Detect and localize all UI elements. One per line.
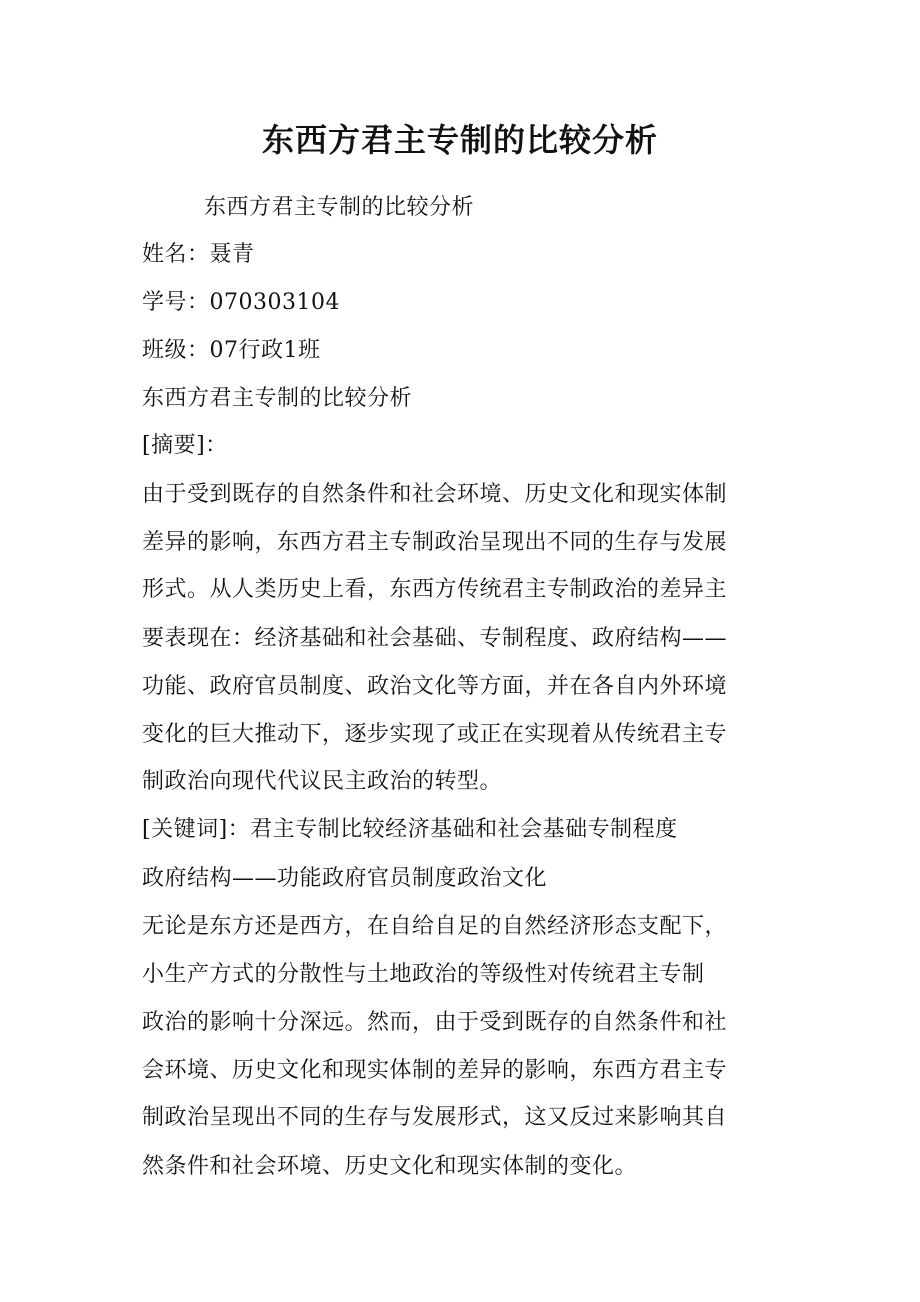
abstract-line: 由于受到既存的自然条件和社会环境、历史文化和现实体制 bbox=[142, 482, 728, 507]
abstract-line: 形式。从人类历史上看，东西方传统君主专制政治的差异主 bbox=[142, 577, 728, 602]
abstract-line: 差异的影响，东西方君主专制政治呈现出不同的生存与发展 bbox=[142, 530, 728, 555]
abstract-line: 功能、政府官员制度、政治文化等方面，并在各自内外环境 bbox=[142, 674, 728, 699]
class-line: 班级：07行政1班 bbox=[142, 338, 321, 363]
body-line: 政治的影响十分深远。然而，由于受到既存的自然条件和社 bbox=[142, 1010, 728, 1035]
author-name-line: 姓名：聂青 bbox=[142, 242, 255, 267]
document-subtitle: 东西方君主专制的比较分析 bbox=[204, 195, 475, 220]
body-line: 然条件和社会环境、历史文化和现实体制的变化。 bbox=[142, 1154, 638, 1179]
repeated-title-line: 东西方君主专制的比较分析 bbox=[142, 386, 413, 411]
abstract-label: [摘要]： bbox=[142, 433, 228, 458]
body-line: 小生产方式的分散性与土地政治的等级性对传统君主专制 bbox=[142, 962, 705, 987]
document-title: 东西方君主专制的比较分析 bbox=[261, 121, 658, 159]
body-line: 会环境、历史文化和现实体制的差异的影响，东西方君主专 bbox=[142, 1058, 728, 1083]
keywords-line: [关键词]：君主专制比较经济基础和社会基础专制程度 bbox=[142, 817, 678, 842]
student-id-line: 学号：070303104 bbox=[142, 290, 340, 315]
abstract-line: 要表现在：经济基础和社会基础、专制程度、政府结构—— bbox=[142, 626, 728, 651]
body-line: 无论是东方还是西方，在自给自足的自然经济形态支配下， bbox=[142, 914, 728, 939]
abstract-line: 制政治向现代代议民主政治的转型。 bbox=[142, 769, 503, 794]
abstract-line: 变化的巨大推动下，逐步实现了或正在实现着从传统君主专 bbox=[142, 722, 728, 747]
body-line: 制政治呈现出不同的生存与发展形式，这又反过来影响其自 bbox=[142, 1105, 728, 1130]
keywords-line: 政府结构——功能政府官员制度政治文化 bbox=[142, 866, 548, 891]
